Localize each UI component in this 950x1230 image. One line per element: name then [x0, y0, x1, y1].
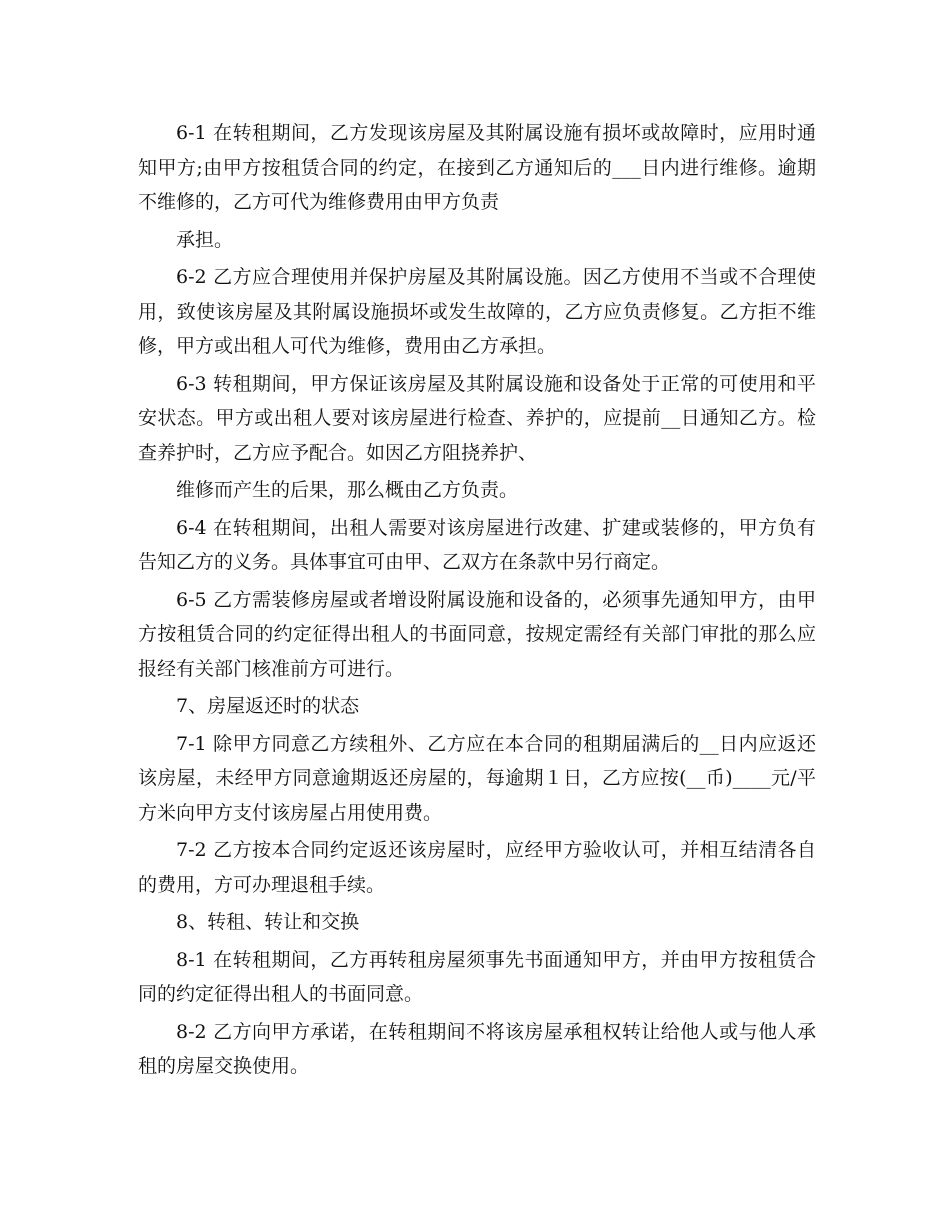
document-body — [138, 116, 816, 1087]
clause-6-3-continuation: 维修而产生的后果，那么概由乙方负责。 — [176, 479, 519, 501]
clause-6-3: 6-3 转租期间，甲方保证该房屋及其附属设施和设备处于正常的可使用和平安状态。甲方或出租人要对该房屋进行检查、养护的，应提前__日通知乙方。检查养护时，乙方应予配合。如因乙方阻挠养护、 — [138, 372, 816, 464]
section-7-heading: 7、房屋返还时的状态 — [176, 695, 360, 717]
clause-8-1: 8-1 在转租期间，乙方再转租房屋须事先书面通知甲方，并由甲方按租赁合同的约定征得出租人的书面同意。 — [138, 948, 816, 1005]
clause-7-2: 7-2 乙方按本合同约定返还该房屋时，应经甲方验收认可，并相互结清各自的费用，方可办理退租手续。 — [138, 839, 816, 896]
clause-6-5: 6-5 乙方需装修房屋或者增设附属设施和设备的，必须事先通知甲方，由甲方按租赁合同的约定征得出租人的书面同意，按规定需经有关部门审批的那么应报经有关部门核准前方可进行。 — [138, 588, 816, 680]
clause-8-2: 8-2 乙方向甲方承诺，在转租期间不将该房屋承租权转让给他人或与他人承租的房屋交换使用。 — [138, 1020, 816, 1077]
clause-7-1: 7-1 除甲方同意乙方续租外、乙方应在本合同的租期届满后的__日内应返还该房屋，未经甲方同意逾期返还房屋的，每逾期１日，乙方应按(__币)____元/平方米向甲方支付该房屋占用使用费。 — [138, 732, 816, 824]
clause-6-1-continuation: 承担。 — [176, 228, 234, 251]
clause-6-4: 6-4 在转租期间，出租人需要对该房屋进行改建、扩建或装修的，甲方负有告知乙方的义务。具体事宜可由甲、乙双方在条款中另行商定。 — [138, 516, 816, 573]
section-8-heading: 8、转租、转让和交换 — [176, 911, 360, 933]
clause-6-1: 6-1 在转租期间，乙方发现该房屋及其附属设施有损坏或故障时，应用时通知甲方;由甲方按租赁合同的约定，在接到乙方通知后的___日内进行维修。逾期不维修的，乙方可代为维修费用由甲方负责 — [138, 122, 816, 213]
clause-6-2: 6-2 乙方应合理使用并保护房屋及其附属设施。因乙方使用不当或不合理使用，致使该房屋及其附属设施损坏或发生故障的，乙方应负责修复。乙方拒不维修，甲方或出租人可代为维修，费用由乙方承担。 — [138, 266, 816, 357]
